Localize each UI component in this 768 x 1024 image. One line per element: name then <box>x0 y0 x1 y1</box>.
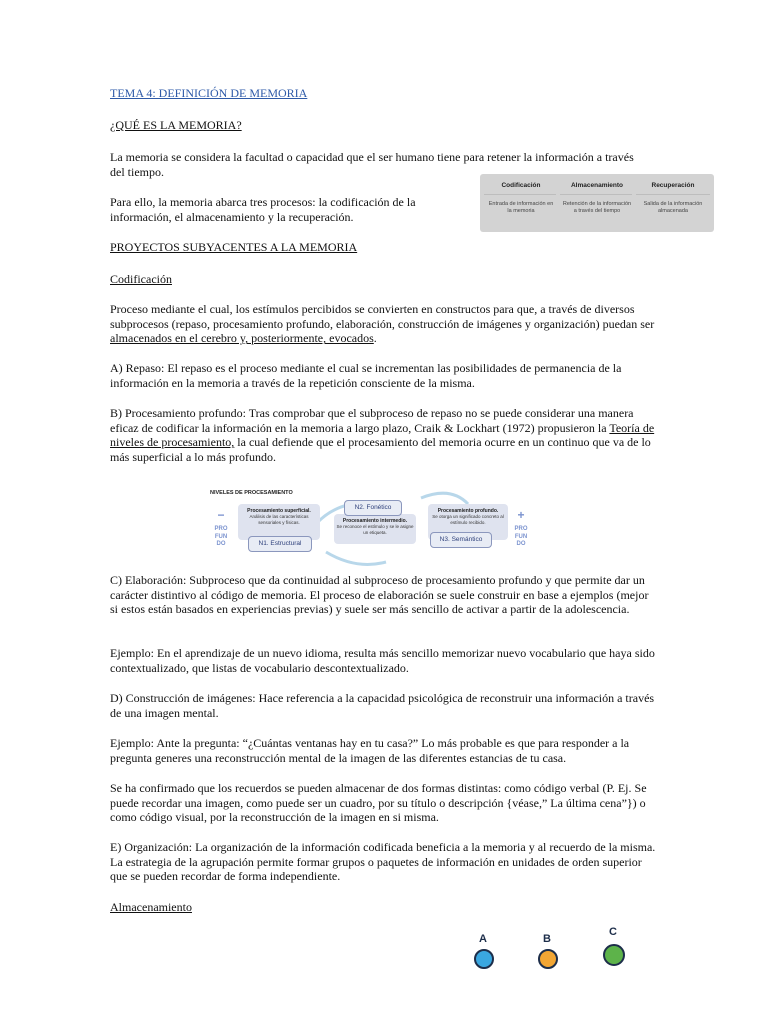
level-card-superficial <box>238 504 320 540</box>
diagram-left-label: PRO FUN DO <box>214 526 228 547</box>
paragraph-ejemplo-idioma: Ejemplo: En el aprendizaje de un nuevo idioma, resulta más sencillo memorizar nuevo vocabulario que haya sido contextualizado, que listas de vocabulario descontextualizado. <box>110 646 655 675</box>
diagram-right-label: PRO FUN DO <box>514 526 528 547</box>
section-heading-proyectos: PROYECTOS SUBYACENTES A LA MEMORIA <box>110 240 358 254</box>
paragraph-repaso: A) Repaso: El repaso es el proceso mediante el cual se incrementan las posibilidades de permanencia de la información en la memoria a través de la repetición consciente de la misma. <box>110 361 622 390</box>
paragraph-profundo-text-a: B) Procesamiento profundo: Tras comprobar que el subproceso de repaso no se puede considerar una manera eficaz de codificar la información en la memoria a largo plazo, Craik & Lockhart (1972) propusieron la <box>110 406 634 435</box>
paragraph-procesamiento-profundo <box>110 406 658 464</box>
minus-icon: − <box>217 508 225 522</box>
paragraph-codificacion-text: Proceso mediante el cual, los estímulos percibidos se convierten en constructos para que, a través de diversos subprocesos (repaso, procesamiento profundo, elaboración, construcción de imágenes y organización) puedan ser <box>110 302 655 331</box>
diagram-header: NIVELES DE PROCESAMIENTO <box>210 490 293 496</box>
level-card-title: Procesamiento superficial. <box>247 508 311 514</box>
subheading-almacenamiento: Almacenamiento <box>110 900 192 914</box>
process-box-body: Entrada de información en la memoria <box>488 201 554 214</box>
paragraph-codificacion <box>110 302 658 346</box>
paragraph-ejemplo-ventanas: Ejemplo: Ante la pregunta: “¿Cuántas ventanas hay en tu casa?” Lo más probable es que para responder a la pregunta generes una reconstrucción mental de la imagen de las diferentes estancias de tu casa. <box>110 736 630 765</box>
chip-n3-semantico: N3. Semántico <box>430 532 492 548</box>
process-box-title: Almacenamiento <box>560 174 634 195</box>
paragraph-codigos: Se ha confirmado que los recuerdos se pueden almacenar de dos formas distintas: como código verbal (P. Ej. Se puede recordar una imagen, como puede ser un cuadro, por su título o descripción {véase,” La última cena”}) o como código visual, por la reconstrucción de la imagen en si misma. <box>110 781 647 825</box>
paragraph-codificacion-end: . <box>373 331 377 346</box>
paragraph-elaboracion: C) Elaboración: Subproceso que da continuidad al subproceso de procesamiento profundo y que permite dar un carácter distintivo al código de memoria. El proceso de elaboración se suele construir en base a ejemplos (mejor si estos están basados en experiencias previas) y suele ser más sencillo de activar a partir de la adolescencia. <box>110 573 649 617</box>
level-card-body: Se reconoce el estímulo y se le asigne un etiqueta. <box>336 524 414 535</box>
document-title[interactable]: TEMA 4: DEFINICIÓN DE MEMORIA <box>110 86 308 100</box>
process-box-title: Recuperación <box>636 174 710 195</box>
levels-of-processing-diagram <box>206 484 536 568</box>
paragraph-organizacion: E) Organización: La organización de la información codificada beneficia a la memoria y al recuerdo de la misma. La estrategia de la agrupación permite formar grupos o paquetes de información en unidades de orden superior que se pueden recordar de forma independiente. <box>110 840 656 884</box>
plus-icon: + <box>517 508 525 522</box>
level-card-title: Procesamiento profundo. <box>437 508 499 514</box>
paragraph-construccion: D) Construcción de imágenes: Hace referencia a la capacidad psicológica de reconstruir una información a través de una imagen mental. <box>110 691 655 720</box>
paragraph-definition: La memoria se considera la facultad o capacidad que el ser humano tiene para retener la información a través del tiempo. <box>110 150 634 179</box>
process-box-body: Salida de la información almacenada <box>643 201 703 214</box>
orange-circle-icon <box>538 949 558 969</box>
paragraph-three-processes: Para ello, la memoria abarca tres procesos: la codificación de la información, el almacenamiento y la recuperación. <box>110 195 416 224</box>
process-box-recuperacion <box>632 174 714 232</box>
chip-n1-estructural: N1. Estructural <box>248 536 312 552</box>
subheading-codificacion: Codificación <box>110 272 172 286</box>
process-box-title: Codificación <box>484 174 558 195</box>
link-teoria-niveles[interactable]: Teoría de niveles de procesamiento, <box>110 420 655 450</box>
paragraph-profundo-text-b: la cual defiende que el procesamiento del memoria ocurre en un continuo que va de lo más superficial a lo más profundo. <box>110 435 651 464</box>
level-card-intermedio <box>334 514 416 544</box>
section-heading-what-is-memory: ¿QUÉ ES LA MEMORIA? <box>110 118 242 132</box>
level-card-title: Procesamiento intermedio. <box>342 518 408 524</box>
process-box-codificacion <box>480 174 562 232</box>
green-circle-icon <box>603 944 625 966</box>
link-almacenados[interactable]: almacenados en el cerebro y, posteriormente, evocados <box>110 331 374 346</box>
figure-label-b: B <box>543 933 551 945</box>
process-box-almacenamiento <box>556 174 638 232</box>
process-box-body: Retención de la información a través del tiempo <box>562 201 632 214</box>
figure-label-a: A <box>479 933 487 945</box>
chip-n2-fonetico: N2. Fonético <box>344 500 402 516</box>
figure-label-c: C <box>609 926 617 938</box>
level-card-body: Se otorga un significado concreto al estímulo recibido. <box>432 514 504 525</box>
blue-circle-icon <box>474 949 494 969</box>
level-card-body: Análisis de las características sensoriales y físicas. <box>249 514 309 525</box>
